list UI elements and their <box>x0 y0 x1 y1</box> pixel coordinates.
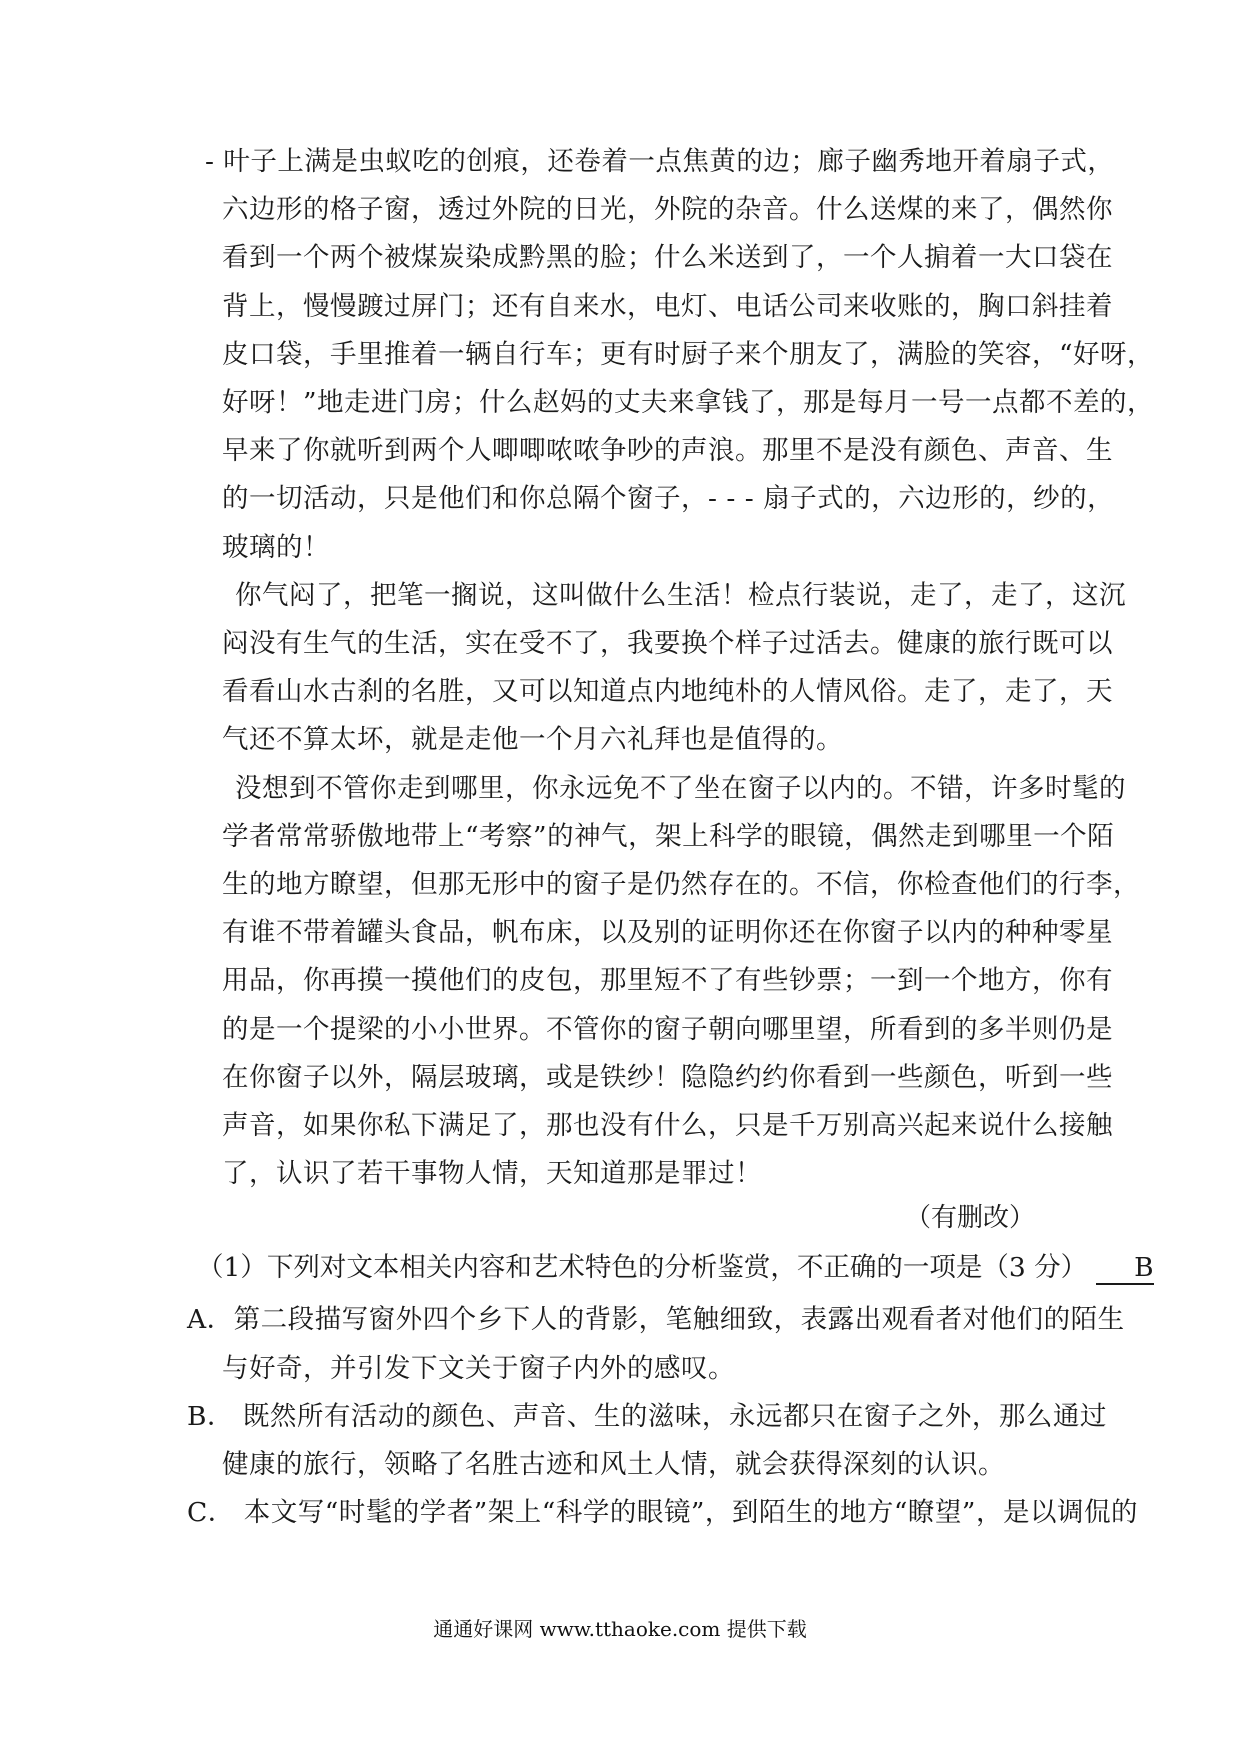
passage-line: 生的地方瞭望，但那无形中的窗子是仍然存在的。不信，你检查他们的行李， <box>222 869 1140 900</box>
page-footer: 通通好课网 www.tthaoke.com 提供下载 <box>433 1617 807 1641</box>
passage-line: 有谁不带着罐头食品，帆布床，以及别的证明你还在你窗子以内的种种零星 <box>222 917 1113 949</box>
passage-line: 看到一个两个被煤炭染成黔黑的脸；什么米送到了，一个人掮着一大口袋在 <box>222 242 1113 274</box>
passage-line: 你气闷了，把笔一搁说，这叫做什么生活！检点行装说，走了，走了，这沉 <box>235 579 1126 611</box>
passage-line: 了，认识了若干事物人情，天知道那是罪过！ <box>222 1158 762 1190</box>
option-b-line2: 健康的旅行，领略了名胜古迹和风土人情，就会获得深刻的认识。 <box>222 1449 1005 1480</box>
answer-blank: B <box>1096 1253 1154 1285</box>
passage-line: 背上，慢慢踱过屏门；还有自来水，电灯、电话公司来收账的，胸口斜挂着 <box>222 290 1113 322</box>
passage-line: 在你窗子以外，隔层玻璃，或是铁纱！隐隐约约你看到一些颜色，听到一些 <box>222 1061 1113 1093</box>
passage-line: 六边形的格子窗，透过外院的日光，外院的杂音。什么送煤的来了，偶然你 <box>222 194 1113 226</box>
passage-line: 的是一个提梁的小小世界。不管你的窗子朝向哪里望，所看到的多半则仍是 <box>222 1013 1113 1045</box>
option-b-line1: B． 既然所有活动的颜色、声音、生的滋味，永远都只在窗子之外，那么通过 <box>187 1400 1107 1432</box>
passage-line: 气还不算太坏，就是走他一个月六礼拜也是值得的。 <box>222 724 843 756</box>
passage-line: 好呀！”地走进门房；什么赵妈的丈夫来拿钱了，那是每月一号一点都不差的， <box>222 387 1155 418</box>
question-text: （1）下列对文本相关内容和艺术特色的分析鉴赏，不正确的一项是（3 分） <box>197 1252 1088 1284</box>
passage-line: 没想到不管你走到哪里，你永远免不了坐在窗子以内的。不错，许多时髦的 <box>235 772 1126 804</box>
source-note: （有删改） <box>904 1203 1035 1234</box>
passage-line: 早来了你就听到两个人唧唧哝哝争吵的声浪。那里不是没有颜色、声音、生 <box>222 435 1113 467</box>
passage-line: 闷没有生气的生活，实在受不了，我要换个样子过活去。健康的旅行既可以 <box>222 628 1113 659</box>
passage-line: 看看山水古刹的名胜，又可以知道点内地纯朴的人情风俗。走了，走了，天 <box>222 676 1113 708</box>
passage-line: 学者常常骄傲地带上“考察”的神气，架上科学的眼镜，偶然走到哪里一个陌 <box>222 820 1115 852</box>
option-c-line1: C． 本文写“时髦的学者”架上“科学的眼镜”，到陌生的地方“瞭望”，是以调侃的 <box>187 1497 1138 1529</box>
passage-line: 声音，如果你私下满足了，那也没有什么，只是千万别高兴起来说什么接触 <box>222 1110 1113 1141</box>
passage-line: - 叶子上满是虫蚁吃的创痕，还卷着一点焦黄的边；廊子幽秀地开着扇子式， <box>205 146 1115 177</box>
passage-line: 用品，你再摸一摸他们的皮包，那里短不了有些钞票；一到一个地方，你有 <box>222 965 1113 997</box>
option-a-line1: A．第二段描写窗外四个乡下人的背影，笔触细致，表露出观看者对他们的陌生 <box>187 1304 1125 1336</box>
option-a-line2: 与好奇，并引发下文关于窗子内外的感叹。 <box>222 1352 735 1384</box>
passage-line: 玻璃的！ <box>222 531 330 563</box>
passage-line: 皮口袋，手里推着一辆自行车；更有时厨子来个朋友了，满脸的笑容，“好呀， <box>222 338 1155 370</box>
question-stem <box>197 1248 1154 1288</box>
passage-line: 的一切活动，只是他们和你总隔个窗子，- - - 扇子式的，六边形的，纱的， <box>222 483 1115 515</box>
